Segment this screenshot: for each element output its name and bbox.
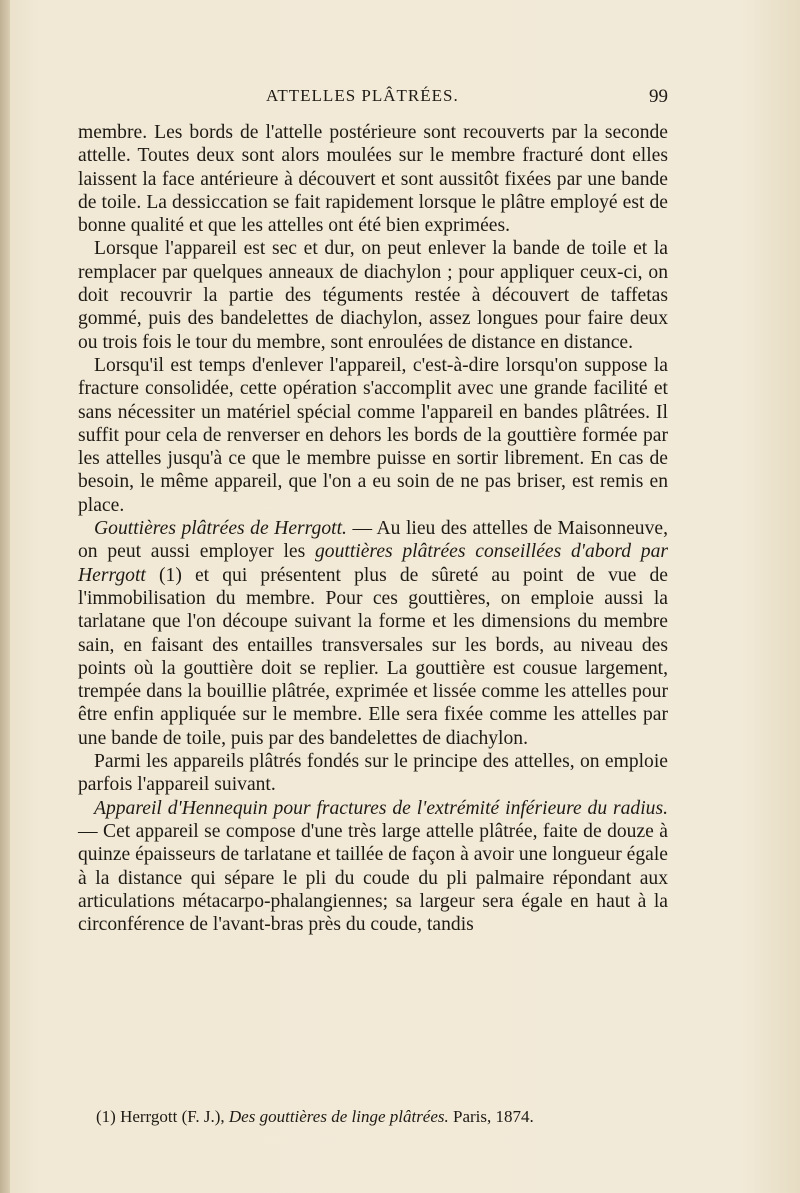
page-number: 99 xyxy=(649,86,668,107)
body-text xyxy=(78,121,668,936)
emphasized-text: gouttières plâtrées conseillées d'abord par Herrgott xyxy=(78,541,668,586)
paragraph-hennequin xyxy=(78,797,668,937)
paragraph: Lorsqu'il est temps d'enlever l'appareil, c'est-à-dire lorsqu'on suppose la fracture consolidée, cette opération s'accomplit avec une grande facilité et sans nécessiter un matériel spécial comme l'appareil en bandes plâtrées. Il suffit pour cela de renverser en dehors les bords de la gouttière formée par les attelles jusqu'à ce que le membre puisse en sortir librement. En cas de besoin, le même appareil, que l'on a eu soin de ne pas briser, est remis en place. xyxy=(78,354,668,516)
footnote-rest: Paris, 1874. xyxy=(448,1107,534,1126)
paragraph-herrgott xyxy=(78,517,668,750)
paragraph-text: (1) et qui présentent plus de sûreté au point de vue de l'immobilisation du membre. Pour ces gouttières, on emploie aussi la tarlatane que l'on découpe suivant la forme et les dimensions du membre sain, en faisant des entailles transversales sur les bords, au niveau des points où la gouttière doit se replier. La gouttière est cousue largement, trempée dans la bouillie plâtrée, exprimée et lissée comme les attelles pour être enfin appliquée sur le membre. Elle sera fixée comme les attelles par une bande de toile, puis par des bandelettes de diachylon. xyxy=(78,564,668,749)
section-heading: Appareil d'Hennequin pour fractures de l'extrémité inférieure du radius. xyxy=(94,797,668,819)
footnote-marker: (1) xyxy=(96,1107,116,1126)
paragraph: Lorsque l'appareil est sec et dur, on peut enlever la bande de toile et la remplacer par quelques anneaux de diachylon ; pour appliquer ceux-ci, on doit recouvrir la partie des téguments restée à découvert de taffetas gommé, puis des bandelettes de diachylon, assez longues pour faire deux ou trois fois le tour du membre, sont enroulées de distance en distance. xyxy=(78,238,668,353)
footnote xyxy=(96,1107,676,1127)
footnote-author: Herrgott (F. J.), xyxy=(115,1107,229,1126)
paragraph: Parmi les appareils plâtrés fondés sur le principe des attelles, on emploie parfois l'appareil suivant. xyxy=(78,751,668,796)
paragraph-text: — Cet appareil se compose d'une très large attelle plâtrée, faite de douze à quinze épaisseurs de tarlatane et taillée de façon à avoir une longueur égale à la distance qui sépare le pli du coude du pli palmaire répondant aux articulations métacarpo-phalangiennes; sa largeur sera égale en haut à la circonférence de l'avant-bras près du coude, tandis xyxy=(78,820,668,936)
running-title: ATTELLES PLÂTRÉES. xyxy=(266,86,459,105)
paragraph-text: — Au lieu des attelles de Maisonneuve, on peut aussi employer les xyxy=(78,518,668,563)
footnote-title: Des gouttières de linge plâtrées. xyxy=(228,1107,449,1126)
page-binding-edge xyxy=(0,0,10,1193)
running-head xyxy=(78,86,668,110)
section-heading: Gouttières plâtrées de Herrgott. xyxy=(94,518,347,540)
paragraph-continuation: membre. Les bords de l'attelle postérieure sont recouverts par la seconde attelle. Toutes deux sont alors moulées sur le membre fracturé dont elles laissent la face antérieure à découvert et sont aussitôt fixées par une bande de toile. La dessiccation se fait rapidement lorsque le plâtre employé est de bonne qualité et que les attelles ont été bien exprimées. xyxy=(78,122,668,237)
